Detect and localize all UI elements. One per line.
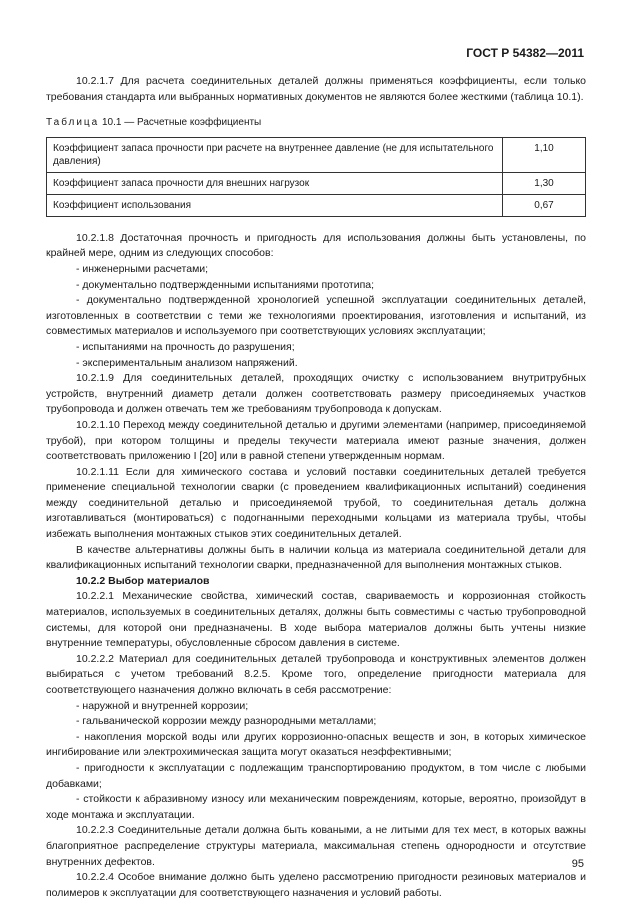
table-caption	[46, 115, 586, 131]
table-caption-label: Таблица	[46, 117, 100, 129]
paragraph: 10.2.2.2 Материал для соединительных деталей трубопровода и конструктивных элементов должен выбираться с учетом требований 8.2.5. Кроме того, определение пригодности материала для соответствующего назначения должно включать в себя рассмотрение:	[46, 652, 586, 696]
section-heading: 10.2.2 Выбор материалов	[76, 574, 210, 587]
paragraph-10-2-1-7: 10.2.1.7 Для расчета соединительных деталей должны применяться коэффициенты, если только требования стандарта или выбранных нормативных документов не являются более жесткими (таблица 10.1).	[46, 75, 586, 103]
paragraph: - стойкости к абразивному износу или механическим повреждениям, которые, вероятно, произойдут в ходе монтажа и эксплуатации.	[46, 793, 586, 821]
table-cell-value: 1,30	[503, 172, 586, 194]
document-body	[46, 74, 586, 901]
table-cell-label: Коэффициент запаса прочности для внешних нагрузок	[47, 172, 503, 194]
table-row	[47, 137, 586, 172]
paragraph: - гальванической коррозии между разнородными металлами;	[76, 715, 377, 728]
paragraph: - испытаниями на прочность до разрушения;	[76, 340, 295, 353]
table-row	[47, 172, 586, 194]
paragraph: - документально подтвержденными испытаниями прототипа;	[76, 278, 375, 291]
table-cell-value: 1,10	[503, 137, 586, 172]
paragraph: 10.2.2.3 Соединительные детали должна быть коваными, а не литыми для тех мест, в которых важны благоприятное распределение структуры материала, максимальная степень однородности и отсутствие внутренних дефектов.	[46, 824, 586, 868]
table-cell-label: Коэффициент использования	[47, 194, 503, 216]
paragraph-list	[46, 231, 586, 902]
paragraph: 10.2.1.9 Для соединительных деталей, проходящих очистку с использованием внутритрубных устройств, внутренний диаметр детали должен соответствовать размеру присоединяемых участков трубопровода и должен отвечать тем же требованиям трубопровода к допускам.	[46, 372, 586, 416]
table-cell-value: 0,67	[503, 194, 586, 216]
paragraph: В качестве альтернативы должны быть в наличии кольца из материала соединительной детали для квалификационных испытаний технологии сварки, предназначенной для выполнения монтажных стыков.	[46, 543, 586, 572]
paragraph: - накопления морской воды или других коррозионно-опасных веществ и зон, в которых химическое ингибирование или электрохимическая защита могут оказаться неэффективными;	[46, 730, 586, 759]
table-cell-label: Коэффициент запаса прочности при расчете на внутреннее давление (не для испытательного давления)	[47, 137, 503, 172]
paragraph: - экспериментальным анализом напряжений.	[76, 356, 298, 369]
paragraph: - пригодности к эксплуатации с подлежащим транспортированию продуктом, в том числе с любыми добавками;	[46, 761, 586, 790]
table-row	[47, 194, 586, 216]
paragraph: 10.2.1.11 Если для химического состава и условий поставки соединительных деталей требуется применение специальной технологии сварки (с проведением квалификационных испытаний) соединения между соединительной деталью и присоединяемой трубой, то соединительная деталь должна изготавливаться (монтироваться) с подогнанными переходными кольцами из материала трубы, чтобы избежать выполнения монтажных стыков этих соединительных деталей.	[46, 465, 586, 541]
paragraph: - инженерными расчетами;	[76, 262, 209, 275]
paragraph: 10.2.1.10 Переход между соединительной деталью и другими элементами (например, присоединяемой трубой), при котором толщины и пределы текучести материала имеют разные значения, должен соответствовать приложению I [20] или в равной степени утвержденным нормам.	[46, 418, 586, 463]
coefficients-table	[46, 137, 586, 217]
paragraph: 10.2.1.8 Достаточная прочность и пригодность для использования должны быть установлены, по крайней мере, одним из следующих способов:	[46, 231, 586, 260]
paragraph: 10.2.2.4 Особое внимание должно быть уделено рассмотрению пригодности резиновых материалов и полимеров к эксплуатации для соответствующего назначения и условий работы.	[46, 871, 586, 899]
paragraph: - наружной и внутренней коррозии;	[76, 699, 249, 712]
paragraph: - документально подтвержденной хронологией успешной эксплуатации соединительных деталей, изготовленных в соответствии с теми же технологиями проектирования, изготовления и испытаний, из совместимых материалов и используемого при соответствующих условиях эксплуатации;	[46, 294, 586, 338]
table-caption-text: 10.1 — Расчетные коэффициенты	[102, 117, 262, 129]
paragraph: 10.2.2.1 Механические свойства, химический состав, свариваемость и коррозионная стойкость материалов, используемых в соединительных деталях, должны быть совместимы с частью трубопроводной системы, для которой они предназначены. В ходе выбора материалов должны быть учтены низкие внутренние температуры, обусловленные сбросом давления в системе.	[46, 590, 586, 650]
standard-header: ГОСТ Р 54382—2011	[466, 46, 584, 60]
page-number: 95	[571, 858, 584, 870]
